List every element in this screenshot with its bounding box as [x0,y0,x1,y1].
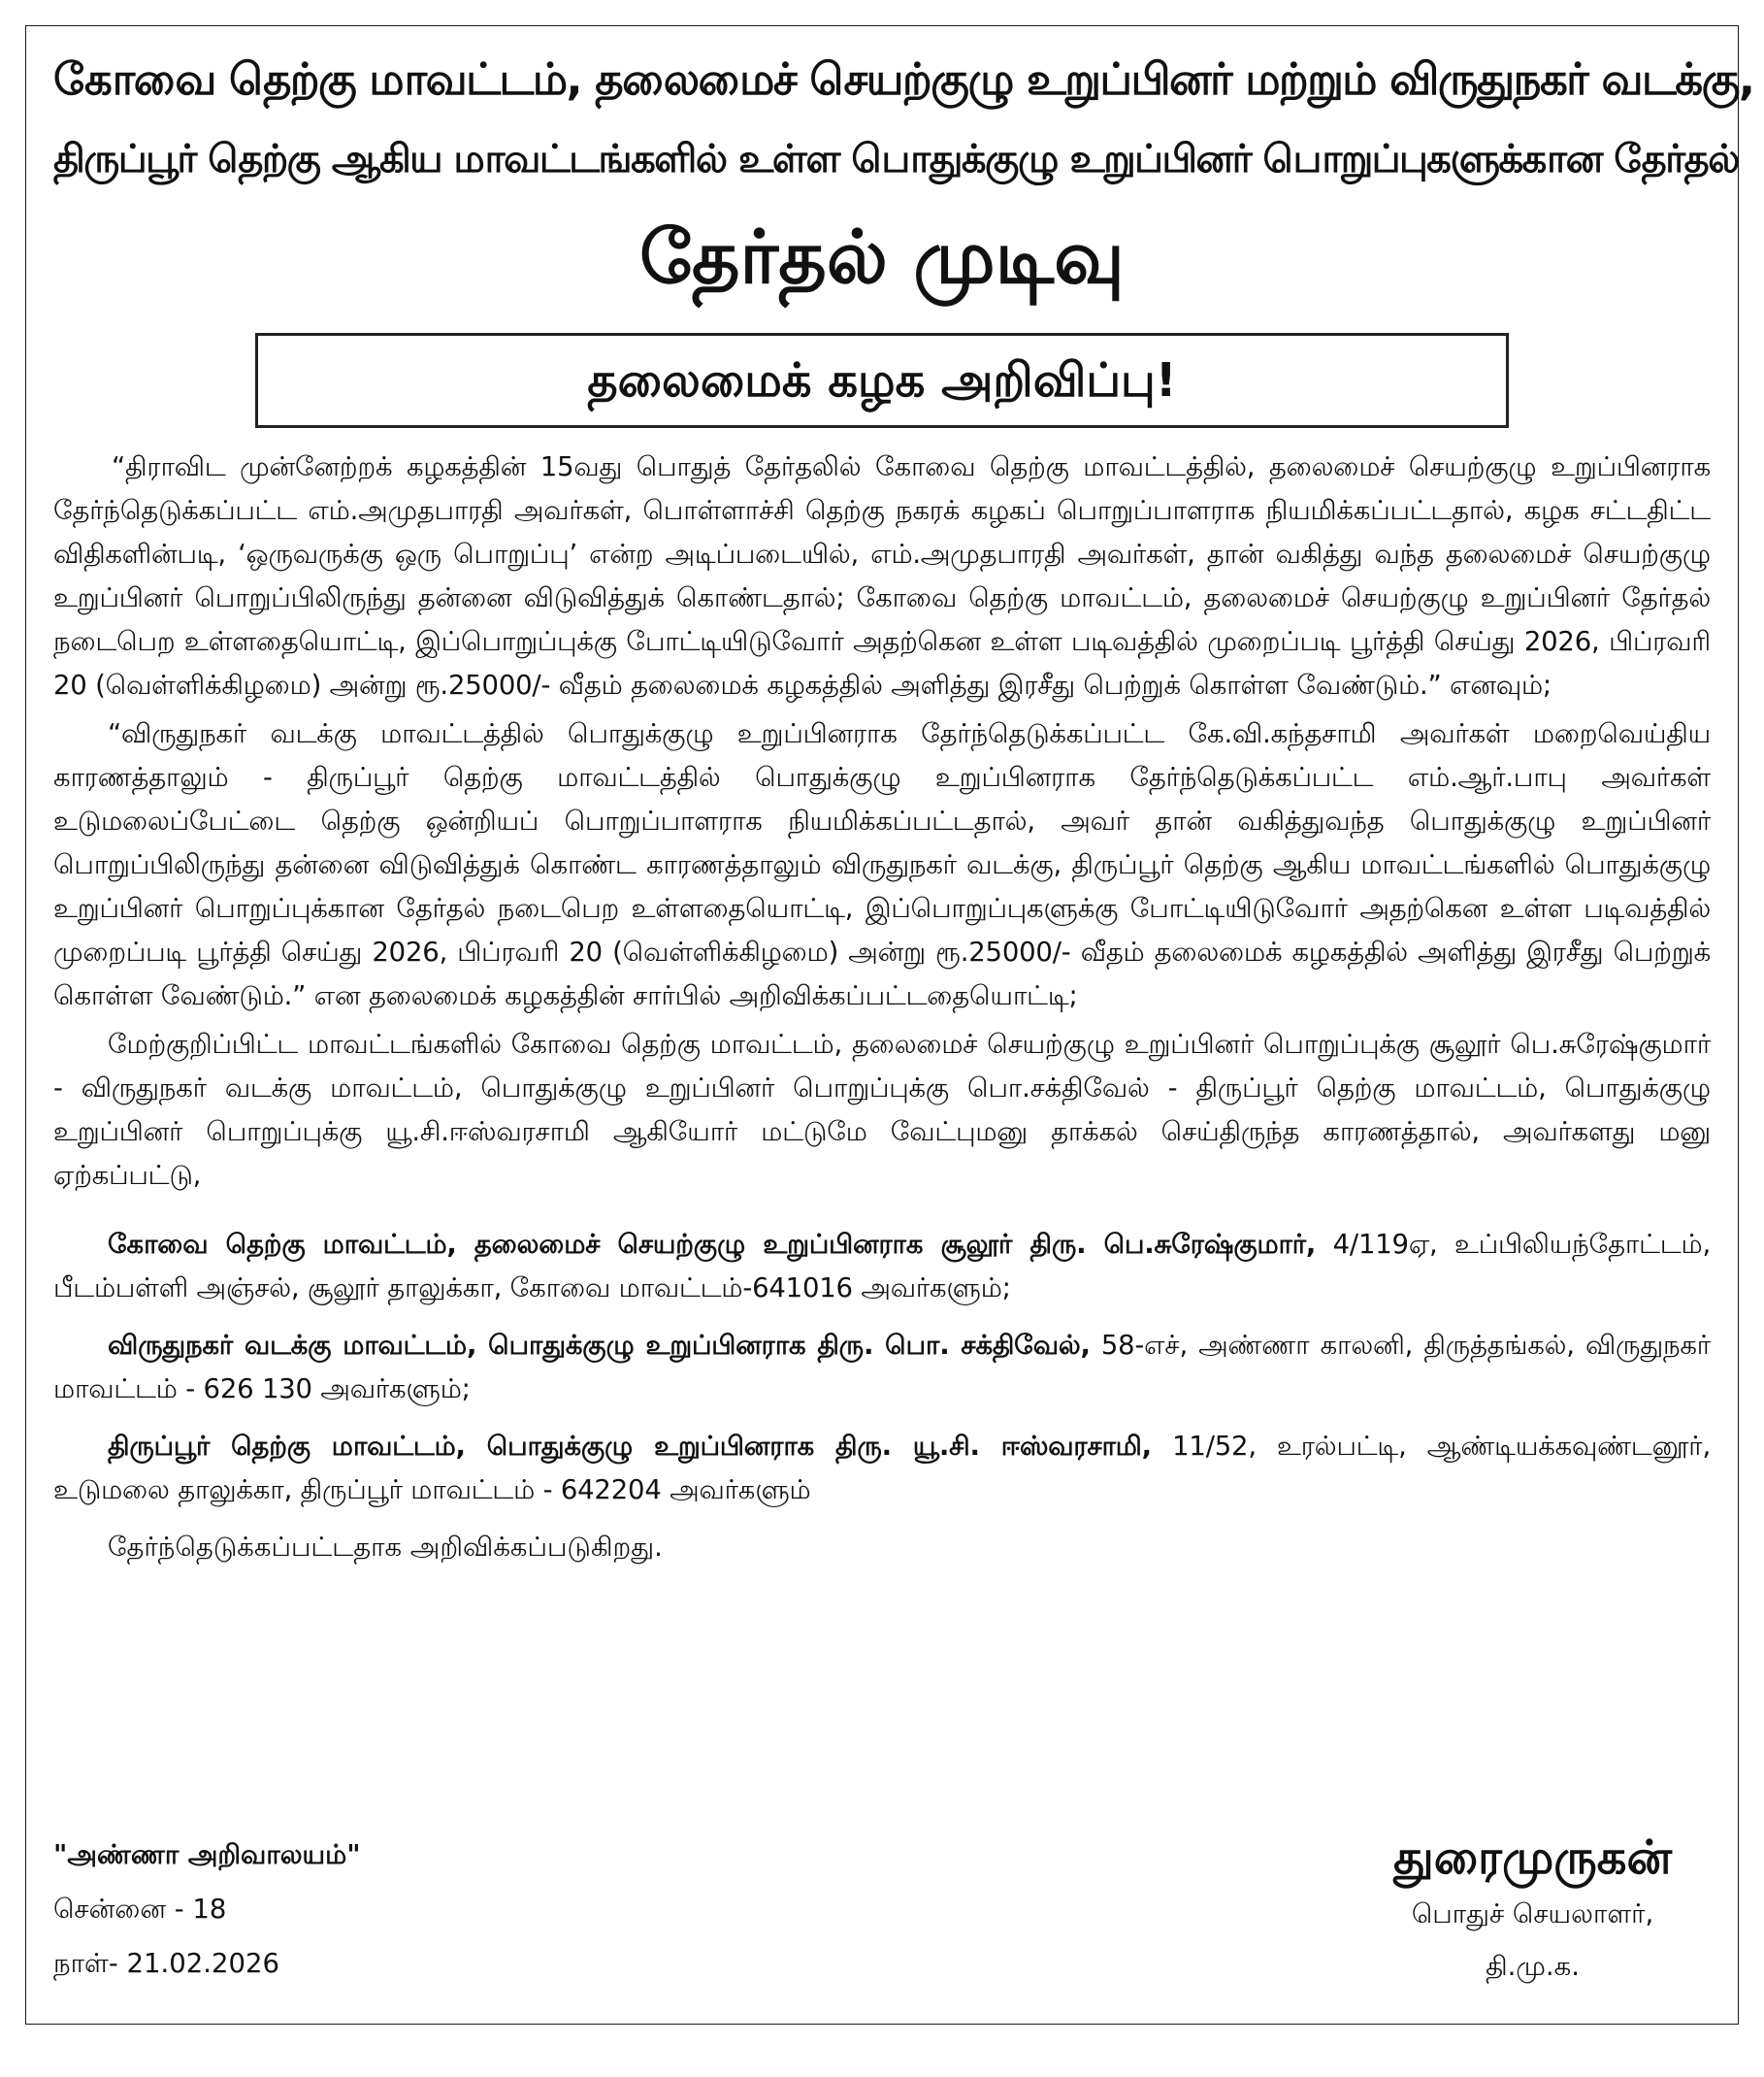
appointment-1-role: கோவை தெற்கு மாவட்டம், தலைமைச் செயற்குழு உறுப்பினராக சூலூர் திரு. பெ.சுரேஷ்குமார், [108,1229,1317,1260]
signatory-party: தி.மு.க. [1486,1951,1580,1982]
signature-block [1393,1828,1672,1993]
appointment-3-address: 11/52, உரல்பட்டி, ஆண்டியக்கவுண்டனூர், உடுமலை தாலுக்கா, திருப்பூர் மாவட்டம் - 642204 அவர்களும் [53,1431,1711,1505]
signatory-designation: பொதுச் செயலாளர், [1411,1898,1654,1929]
appointment-2-role: விருதுநகர் வடக்கு மாவட்டம், பொதுக்குழு உறுப்பினராக திரு. பொ. சக்திவேல், [108,1330,1091,1361]
signatory-name: துரைமுருகன் [1393,1830,1672,1885]
appointment-1 [53,1223,1711,1310]
headline-line-1: கோவை தெற்கு மாவட்டம், தலைமைச் செயற்குழு உறுப்பினர் மற்றும் விருதுநகர் வடக்கு, [53,53,1754,105]
footer-city: சென்னை - 18 [53,1894,227,1925]
appointments-list [53,1223,1711,1512]
appointment-3-role: திருப்பூர் தெற்கு மாவட்டம், பொதுக்குழு உறுப்பினராக திரு. யூ.சி. ஈஸ்வரசாமி, [108,1431,1152,1462]
appointment-2-address: 58-எச், அண்ணா காலனி, திருத்தங்கல், விருதுநகர் மாவட்டம் - 626 130 அவர்களும்; [53,1330,1711,1404]
closing-line: தேர்ந்தெடுக்கப்பட்டதாக அறிவிக்கப்படுகிறது. [108,1532,663,1563]
footer-address-block [53,1828,361,1991]
appointment-2 [53,1324,1711,1411]
headline-line-2: திருப்பூர் தெற்கு ஆகிய மாவட்டங்களில் உள்ள பொதுக்குழு உறுப்பினர் பொறுப்புகளுக்கான தேர்தல் [53,137,1739,181]
footer-date: நாள்- 21.02.2026 [53,1948,279,1979]
paragraph-1: “திராவிட முன்னேற்றக் கழகத்தின் 15வது பொதுத் தேர்தலில் கோவை தெற்கு மாவட்டத்தில், தலைமைச் செயற்குழு உறுப்பினராக தேர்ந்தெடுக்கப்பட்ட எம்.அமுதபாரதி அவர்கள், பொள்ளாச்சி தெற்கு நகரக் கழகப் பொறுப்பாளராக நியமிக்கப்பட்டதால், கழக சட்டதிட்ட விதிகளின்படி, ‘ஒருவருக்கு ஒரு பொறுப்பு’ என்ற அடிப்படையில், எம்.அமுதபாரதி அவர்கள், தான் வகித்து வந்த தலைமைச் செயற்குழு உறுப்பினர் பொறுப்பிலிருந்து தன்னை விடுவித்துக் கொண்டதால்; கோவை தெற்கு மாவட்டம், தலைமைச் செயற்குழு உறுப்பினர் தேர்தல் நடைபெற உள்ளதையொட்டி, இப்பொறுப்புக்கு போட்டியிடுவோர் அதற்கென உள்ள படிவத்தில் முறைப்படி பூர்த்தி செய்து 2026, பிப்ரவரி 20 (வெள்ளிக்கிழமை) அன்று ரூ.25000/- வீதம் தலைமைக் கழகத்தில் அளித்து இரசீது பெற்றுக் கொள்ள வேண்டும்.” எனவும்; [53,451,1711,701]
body-text [53,445,1711,1198]
appointment-3 [53,1425,1711,1512]
footer-org: "அண்ணா அறிவாலயம்" [53,1839,361,1870]
appointment-1-address: 4/119ஏ, உப்பிலியந்தோட்டம், பீடம்பள்ளி அஞ்சல், சூலூர் தாலுக்கா, கோவை மாவட்டம்-641016 அவர்களும்; [53,1229,1711,1303]
paragraph-3: மேற்குறிப்பிட்ட மாவட்டங்களில் கோவை தெற்கு மாவட்டம், தலைமைச் செயற்குழு உறுப்பினர் பொறுப்புக்கு சூலூர் பெ.சுரேஷ்குமார் - விருதுநகர் வடக்கு மாவட்டம், பொதுக்குழு உறுப்பினர் பொறுப்புக்கு பொ.சக்திவேல் - திருப்பூர் தெற்கு மாவட்டம், பொதுக்குழு உறுப்பினர் பொறுப்புக்கு யூ.சி.ஈஸ்வரசாமி ஆகியோர் மட்டுமே வேட்புமனு தாக்கல் செய்திருந்த காரணத்தால், அவர்களது மனு ஏற்கப்பட்டு, [53,1029,1711,1191]
footer [53,1828,1711,2002]
notice-box-label: தலைமைக் கழக அறிவிப்பு! [587,353,1177,408]
notice-page [25,25,1754,2025]
result-title: தேர்தல் முடிவு [639,214,1125,300]
notice-box [255,333,1509,428]
paragraph-2: “விருதுநகர் வடக்கு மாவட்டத்தில் பொதுக்குழு உறுப்பினராக தேர்ந்தெடுக்கப்பட்ட கே.வி.கந்தசாமி அவர்கள் மறைவெய்திய காரணத்தாலும் - திருப்பூர் தெற்கு மாவட்டத்தில் பொதுக்குழு உறுப்பினராக தேர்ந்தெடுக்கப்பட்ட எம்.ஆர்.பாபு அவர்கள் உடுமலைப்பேட்டை தெற்கு ஒன்றியப் பொறுப்பாளராக நியமிக்கப்பட்டதால், அவர் தான் வகித்துவந்த பொதுக்குழு உறுப்பினர் பொறுப்பிலிருந்து தன்னை விடுவித்துக் கொண்ட காரணத்தாலும் விருதுநகர் வடக்கு, திருப்பூர் தெற்கு ஆகிய மாவட்டங்களில் பொதுக்குழு உறுப்பினர் பொறுப்புக்கான தேர்தல் நடைபெற உள்ளதையொட்டி, இப்பொறுப்புகளுக்கு போட்டியிடுவோர் அதற்கென உள்ள படிவத்தில் முறைப்படி பூர்த்தி செய்து 2026, பிப்ரவரி 20 (வெள்ளிக்கிழமை) அன்று ரூ.25000/- வீதம் தலைமைக் கழகத்தில் அளித்து இரசீது பெற்றுக் கொள்ள வேண்டும்.” என தலைமைக் கழகத்தின் சார்பில் அறிவிக்கப்பட்டதையொட்டி; [53,718,1711,1011]
